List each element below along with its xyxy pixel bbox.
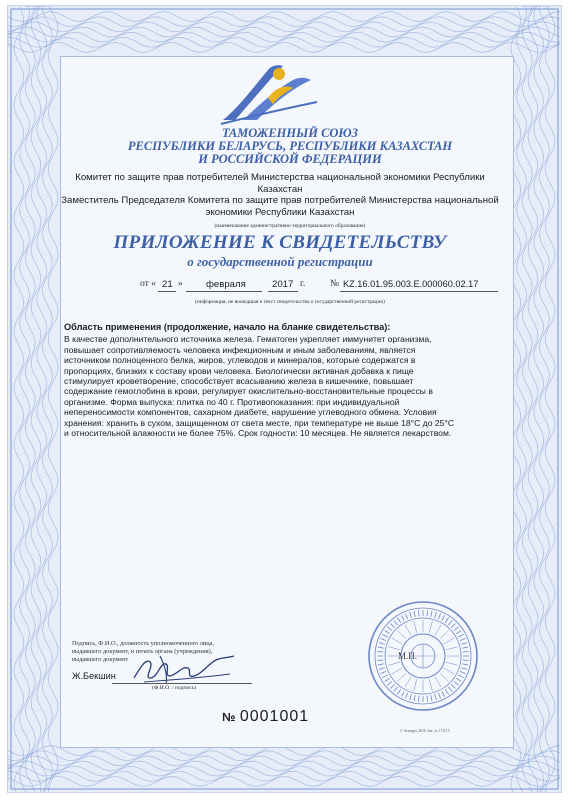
number-underline bbox=[340, 291, 498, 292]
scope-line: стимулирует кроветворение, способствует всасыванию железа в кишечнике, повышает bbox=[64, 376, 414, 387]
month-underline bbox=[186, 291, 262, 292]
customs-union-name bbox=[120, 127, 460, 166]
form-serial-number bbox=[222, 708, 309, 726]
customs-union-logo bbox=[213, 58, 323, 128]
org-line: И РОССИЙСКОЙ ФЕДЕРАЦИИ bbox=[198, 152, 382, 166]
committee-line: экономики Республики Казахстан bbox=[205, 206, 355, 218]
document-title bbox=[60, 232, 500, 270]
committee-line: Комитет по защите прав потребителей Министерства национальной экономики Республики bbox=[75, 172, 485, 183]
serial-label: № bbox=[222, 710, 236, 724]
issuing-committee bbox=[60, 172, 500, 218]
from-label: от « bbox=[140, 279, 156, 289]
committee-line: Казахстан bbox=[257, 183, 303, 195]
signer-name: Ж.Бекшин bbox=[72, 671, 116, 681]
title-sub: о государственной регистрации bbox=[187, 254, 373, 269]
date-month: февраля bbox=[206, 279, 246, 290]
signature-note-line: выдавшего документ bbox=[72, 656, 129, 663]
day-underline bbox=[158, 291, 176, 292]
scope-line: непереносимости компонентов, сахарном диабете, нарушение углеводного обмена. Условия bbox=[64, 407, 437, 418]
info-note: (информация, не вошедшая в текст свидетельства о государственной регистрации) bbox=[195, 299, 385, 305]
year-underline bbox=[268, 291, 298, 292]
printer-imprint: © Атамура, 2016. Зак. № 17.8.15 bbox=[400, 729, 450, 733]
scope-line: содержание гемоглобина в крови, регулирует окислительно-восстановительные процессы в bbox=[64, 386, 433, 397]
scope-line: источником полноценного белка, жиров, углеводов и минералов, которые содержатся в bbox=[64, 355, 416, 366]
signature-line bbox=[112, 683, 252, 684]
year-suffix: г. bbox=[300, 279, 306, 289]
signature-note-line: Подпись, Ф.И.О., должность уполномоченного лица, bbox=[72, 640, 214, 647]
close-quote: » bbox=[178, 279, 183, 289]
registration-date-line bbox=[140, 279, 500, 293]
date-day: 21 bbox=[162, 279, 173, 290]
date-year: 2017 bbox=[272, 279, 294, 290]
number-label: № bbox=[330, 279, 340, 289]
registration-number: KZ.16.01.95.003.E.000060.02.17 bbox=[343, 279, 479, 289]
scope-line: пропорциях, близких к составу крови человека. Биологически активная добавка к пище bbox=[64, 365, 414, 376]
serial-value: 0001001 bbox=[239, 708, 310, 725]
scope-line: и относительной влажности не более 75%. Срок годности: 10 месяцев. Не является лекарством. bbox=[64, 428, 452, 439]
seal-place-label: М.П. bbox=[398, 651, 418, 661]
org-line: ТАМОЖЕННЫЙ СОЮЗ bbox=[222, 126, 358, 140]
org-line: РЕСПУБЛИКИ БЕЛАРУСЬ, РЕСПУБЛИКИ КАЗАХСТАН bbox=[127, 139, 453, 153]
scope-line: организме. Форма выпуска: плитка по 40 г. Противопоказания: при индивидуальной bbox=[64, 396, 400, 407]
committee-line: Заместитель Председателя Комитета по защите прав потребителей Министерства национальной bbox=[61, 195, 499, 206]
scope-line: В качестве дополнительного источника железа. Гематоген укрепляет иммунитет организма, bbox=[64, 334, 432, 345]
admin-division-note: (наименование административно-территориального образования) bbox=[214, 223, 366, 229]
scope-line: повышает сопротивляемость человека инфекционным и иным заболеваниям, является bbox=[64, 344, 416, 355]
official-seal bbox=[367, 600, 479, 712]
scope-line: хранения: хранить в сухом, защищенном от света месте, при температуре не выше 18°С до 25°С bbox=[64, 417, 455, 428]
scope-heading: Область применения (продолжение, начало на бланке свидетельства): bbox=[64, 322, 391, 332]
signature-note-line: выдавшего документ, и печать органа (учреждения), bbox=[72, 648, 213, 655]
scope-section bbox=[64, 322, 506, 438]
title-main: ПРИЛОЖЕНИЕ К СВИДЕТЕЛЬСТВУ bbox=[113, 232, 447, 253]
handwritten-signature bbox=[130, 648, 240, 688]
signature-caption: (Ф.И.О. / подпись) bbox=[152, 685, 197, 691]
